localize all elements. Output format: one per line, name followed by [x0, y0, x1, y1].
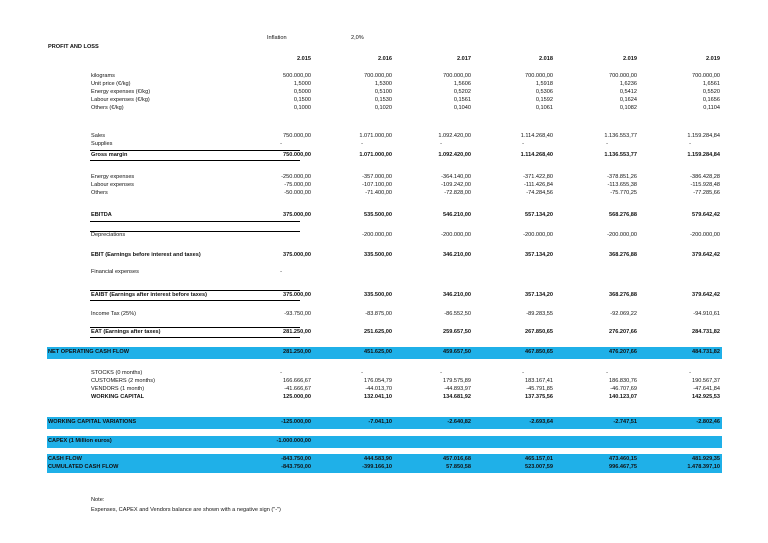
- cell-labour-exp: -115.928,48: [690, 182, 720, 188]
- cell-sales: 1.071.000,00: [359, 133, 392, 139]
- cell-net-operating: 451.625,00: [364, 349, 392, 355]
- cell-others-kg: 0,1000: [293, 105, 311, 111]
- cell-others-kg: 0,1061: [535, 105, 553, 111]
- cell-kilograms: 500.000,00: [283, 73, 311, 79]
- cell-others-kg: 0,1082: [619, 105, 637, 111]
- cell-kilograms: 700.000,00: [525, 73, 553, 79]
- cell-depreciations: -200.000,00: [607, 232, 637, 238]
- cell-labour-exp: -107.100,00: [362, 182, 392, 188]
- rule-eat: [90, 327, 300, 328]
- cell-eaibt: 357.134,20: [525, 292, 553, 298]
- cell-energy-exp: -378.851,26: [607, 174, 637, 180]
- cell-eaibt: 379.642,42: [692, 292, 720, 298]
- cell-ebit: 379.642,42: [692, 252, 720, 258]
- cell-cash-flow: 481.929,35: [692, 456, 720, 462]
- cell-unit-price: 1,5918: [535, 81, 553, 87]
- cell-cumulated: 523.007,59: [525, 464, 553, 470]
- cell-wc-variations: -2.693,64: [529, 419, 553, 425]
- rule-gross-margin: [90, 150, 300, 151]
- cell-ebitda: 375.000,00: [283, 212, 311, 218]
- cell-energy-kg: 0,5100: [374, 89, 392, 95]
- cell-vendors: -46.707,69: [610, 386, 637, 392]
- cell-eaibt: 375.000,00: [283, 292, 311, 298]
- cell-wc-variations: -7.041,10: [368, 419, 392, 425]
- cell-sales: 750.000,00: [283, 133, 311, 139]
- cell-sales: 1.092.420,00: [438, 133, 471, 139]
- cell-customers: 186.830,76: [609, 378, 637, 384]
- cell-capex: -1.000.000,00: [276, 438, 311, 444]
- cell-vendors: -44.013,70: [365, 386, 392, 392]
- year-header: 2.019: [706, 56, 720, 62]
- row-label-cumulated: CUMULATED CASH FLOW: [48, 464, 119, 470]
- cell-net-operating: 467.850,65: [525, 349, 553, 355]
- cell-labour-kg: 0,1592: [535, 97, 553, 103]
- inflation-value: 2,0%: [351, 35, 364, 41]
- cell-gross-margin: 750.000,00: [283, 152, 311, 158]
- cell-gross-margin: 1.136.553,77: [604, 152, 637, 158]
- cell-labour-exp: -111.426,84: [523, 182, 553, 188]
- cell-sales: 1.114.268,40: [520, 133, 553, 139]
- cell-kilograms: 700.000,00: [443, 73, 471, 79]
- cell-energy-kg: 0,5000: [293, 89, 311, 95]
- cell-cumulated: 1.478.397,10: [687, 464, 720, 470]
- cell-labour-kg: 0,1656: [702, 97, 720, 103]
- cell-income-tax: -94.910,61: [693, 311, 720, 317]
- rule-gross-margin-bottom: [90, 160, 300, 161]
- cell-income-tax: -92.069,22: [610, 311, 637, 317]
- cell-ebitda: 557.134,20: [525, 212, 553, 218]
- cell-labour-exp: -75.000,00: [284, 182, 311, 188]
- cell-net-operating: 484.731,82: [692, 349, 720, 355]
- year-header: 2.015: [297, 56, 311, 62]
- cell-cumulated: -399.166,10: [362, 464, 392, 470]
- row-label-income-tax: Income Tax (25%): [91, 311, 136, 317]
- cell-ebitda: 535.500,00: [364, 212, 392, 218]
- cell-eat: 267.850,65: [525, 329, 553, 335]
- rule-eaibt-bottom: [90, 300, 300, 301]
- cell-cash-flow: 457.016,68: [443, 456, 471, 462]
- cell-depreciations: -200.000,00: [690, 232, 720, 238]
- row-label-eat: EAT (Earnings after taxes): [91, 329, 161, 335]
- cell-ebit: 368.276,88: [609, 252, 637, 258]
- rule-eaibt: [90, 290, 300, 291]
- cell-customers: 183.167,41: [525, 378, 553, 384]
- cell-labour-kg: 0,1530: [374, 97, 392, 103]
- cell-energy-kg: 0,5520: [702, 89, 720, 95]
- row-label-sales: Sales: [91, 133, 105, 139]
- cell-financial: -: [280, 269, 282, 275]
- cell-supplies: -: [440, 141, 442, 147]
- cell-ebit: 375.000,00: [283, 252, 311, 258]
- rule-eat-bottom: [90, 337, 300, 338]
- cell-cumulated: 57.850,58: [446, 464, 471, 470]
- cell-gross-margin: 1.159.284,84: [687, 152, 720, 158]
- cell-supplies: -: [689, 141, 691, 147]
- cell-supplies: -: [280, 141, 282, 147]
- row-label-ebitda: EBITDA: [91, 212, 112, 218]
- cell-eaibt: 346.210,00: [443, 292, 471, 298]
- cell-income-tax: -83.875,00: [365, 311, 392, 317]
- cell-cash-flow: 473.460,15: [609, 456, 637, 462]
- row-label-energy-exp: Energy expenses: [91, 174, 135, 180]
- row-label-labour-kg: Labour expenses (€/kg): [91, 97, 150, 103]
- cell-eat: 251.625,00: [364, 329, 392, 335]
- cell-eat: 284.731,82: [692, 329, 720, 335]
- cell-eat: 276.207,66: [609, 329, 637, 335]
- row-label-capex: CAPEX (1 Million euros): [48, 438, 112, 444]
- cell-kilograms: 700.000,00: [692, 73, 720, 79]
- cell-ebit: 357.134,20: [525, 252, 553, 258]
- cell-others-kg: 0,1020: [374, 105, 392, 111]
- cell-ebitda: 579.642,42: [692, 212, 720, 218]
- cell-energy-kg: 0,5306: [535, 89, 553, 95]
- row-label-cash-flow: CASH FLOW: [48, 456, 82, 462]
- cell-gross-margin: 1.114.268,40: [520, 152, 553, 158]
- cell-working-capital: 142.925,53: [692, 394, 720, 400]
- cell-energy-exp: -386.428,28: [690, 174, 720, 180]
- row-label-gross-margin: Gross margin: [91, 152, 128, 158]
- cell-stocks: -: [522, 370, 524, 376]
- note-text: Expenses, CAPEX and Vendors balance are shown with a negative sign ("-"): [91, 507, 281, 513]
- cell-cash-flow: 465.157,01: [525, 456, 553, 462]
- cell-eat: 281.250,00: [283, 329, 311, 335]
- cell-others-exp: -50.000,00: [284, 190, 311, 196]
- cell-stocks: -: [280, 370, 282, 376]
- cell-working-capital: 140.123,07: [609, 394, 637, 400]
- cell-energy-exp: -371.422,80: [523, 174, 553, 180]
- cell-labour-kg: 0,1624: [619, 97, 637, 103]
- cell-income-tax: -93.750,00: [284, 311, 311, 317]
- cell-cumulated: -843.750,00: [281, 464, 311, 470]
- cell-depreciations: -200.000,00: [441, 232, 471, 238]
- cell-stocks: -: [606, 370, 608, 376]
- cell-eat: 259.657,50: [443, 329, 471, 335]
- cell-working-capital: 132.041,10: [364, 394, 392, 400]
- cell-customers: 166.666,67: [283, 378, 311, 384]
- cell-energy-exp: -364.140,00: [441, 174, 471, 180]
- cell-others-kg: 0,1040: [453, 105, 471, 111]
- row-label-ebit: EBIT (Earnings before interest and taxes): [91, 252, 201, 258]
- cell-net-operating: 281.250,00: [283, 349, 311, 355]
- row-label-stocks: STOCKS (0 months): [91, 370, 143, 376]
- cell-vendors: -47.641,84: [693, 386, 720, 392]
- cell-ebit: 335.500,00: [364, 252, 392, 258]
- cell-unit-price: 1,5300: [374, 81, 392, 87]
- inflation-label: Inflation: [267, 35, 287, 41]
- row-label-financial: Financial expenses: [91, 269, 139, 275]
- cell-wc-variations: -2.747,51: [613, 419, 637, 425]
- cell-stocks: -: [361, 370, 363, 376]
- cell-net-operating: 476.207,66: [609, 349, 637, 355]
- row-label-energy-kg: Energy expenses (€/kg): [91, 89, 151, 95]
- cell-wc-variations: -2.802,46: [696, 419, 720, 425]
- row-label-kilograms: kilograms: [91, 73, 115, 79]
- year-header: 2.016: [378, 56, 392, 62]
- cell-wc-variations: -125.000,00: [281, 419, 311, 425]
- row-label-labour-exp: Labour expenses: [91, 182, 134, 188]
- cell-sales: 1.159.284,84: [687, 133, 720, 139]
- cell-supplies: -: [522, 141, 524, 147]
- cell-others-kg: 0,1104: [703, 105, 720, 111]
- cell-eaibt: 368.276,88: [609, 292, 637, 298]
- cell-customers: 179.575,89: [443, 378, 471, 384]
- cell-income-tax: -89.283,55: [526, 311, 553, 317]
- row-label-unit-price: Unit price (€/kg): [91, 81, 131, 87]
- cell-depreciations: -200.000,00: [523, 232, 553, 238]
- year-header: 2.018: [539, 56, 553, 62]
- cell-energy-kg: 0,5412: [619, 89, 637, 95]
- cell-labour-kg: 0,1500: [293, 97, 311, 103]
- cell-customers: 176.054,79: [364, 378, 392, 384]
- rule-ebit: [90, 221, 300, 222]
- cell-cash-flow: 444.583,90: [364, 456, 392, 462]
- cell-labour-exp: -113.655,38: [607, 182, 637, 188]
- cell-working-capital: 125.000,00: [283, 394, 311, 400]
- cell-labour-exp: -109.242,00: [441, 182, 471, 188]
- cell-ebit: 346.210,00: [443, 252, 471, 258]
- cell-unit-price: 1,6561: [702, 81, 720, 87]
- cell-unit-price: 1,6236: [619, 81, 637, 87]
- cell-stocks: -: [689, 370, 691, 376]
- cell-supplies: -: [606, 141, 608, 147]
- cell-energy-exp: -357.000,00: [362, 174, 392, 180]
- note-title: Note:: [91, 497, 105, 503]
- year-header: 2.019: [623, 56, 637, 62]
- cell-energy-kg: 0,5202: [453, 89, 471, 95]
- cell-customers: 190.567,37: [692, 378, 720, 384]
- cell-vendors: -44.893,97: [444, 386, 471, 392]
- cell-unit-price: 1,5000: [293, 81, 311, 87]
- cell-unit-price: 1,5606: [453, 81, 471, 87]
- cell-wc-variations: -2.640,82: [447, 419, 471, 425]
- cell-kilograms: 700.000,00: [364, 73, 392, 79]
- row-label-vendors: VENDORS (1 month): [91, 386, 145, 392]
- cell-cumulated: 996.467,75: [609, 464, 637, 470]
- row-label-supplies: Supplies: [91, 141, 113, 147]
- cell-others-exp: -74.284,56: [526, 190, 553, 196]
- row-label-net-operating: NET OPERATING CASH FLOW: [48, 349, 130, 355]
- year-header: 2.017: [457, 56, 471, 62]
- row-label-wc-variations: WORKING CAPITAL VARIATIONS: [48, 419, 137, 425]
- cell-ebitda: 568.276,88: [609, 212, 637, 218]
- cell-working-capital: 134.681,92: [443, 394, 471, 400]
- cell-others-exp: -75.770,25: [610, 190, 637, 196]
- cell-others-exp: -77.285,66: [693, 190, 720, 196]
- cell-energy-exp: -250.000,00: [281, 174, 311, 180]
- cell-vendors: -41.666,67: [284, 386, 311, 392]
- cell-gross-margin: 1.071.000,00: [359, 152, 392, 158]
- cell-net-operating: 459.657,50: [443, 349, 471, 355]
- cell-cash-flow: -843.750,00: [281, 456, 311, 462]
- row-label-others-kg: Others (€/kg): [91, 105, 124, 111]
- cell-income-tax: -86.552,50: [444, 311, 471, 317]
- row-label-customers: CUSTOMERS (2 months): [91, 378, 155, 384]
- cell-labour-kg: 0,1561: [453, 97, 471, 103]
- row-label-others-exp: Others: [91, 190, 108, 196]
- row-label-eaibt: EAIBT (Earnings after interest before taxes): [91, 292, 207, 298]
- cell-ebitda: 546.210,00: [443, 212, 471, 218]
- cell-kilograms: 700.000,00: [609, 73, 637, 79]
- row-label-working-capital: WORKING CAPITAL: [91, 394, 145, 400]
- row-label-depreciations: Depreciations: [91, 232, 126, 238]
- cell-sales: 1.136.553,77: [604, 133, 637, 139]
- cell-working-capital: 137.375,56: [525, 394, 553, 400]
- cell-gross-margin: 1.092.420,00: [438, 152, 471, 158]
- section-title: PROFIT AND LOSS: [48, 44, 99, 50]
- cell-depreciations: -200.000,00: [362, 232, 392, 238]
- cell-vendors: -45.791,85: [526, 386, 553, 392]
- cell-supplies: -: [361, 141, 363, 147]
- cell-eaibt: 335.500,00: [364, 292, 392, 298]
- capex-band: [47, 436, 722, 448]
- cell-others-exp: -71.400,00: [365, 190, 392, 196]
- cell-others-exp: -72.828,00: [444, 190, 471, 196]
- cell-stocks: -: [440, 370, 442, 376]
